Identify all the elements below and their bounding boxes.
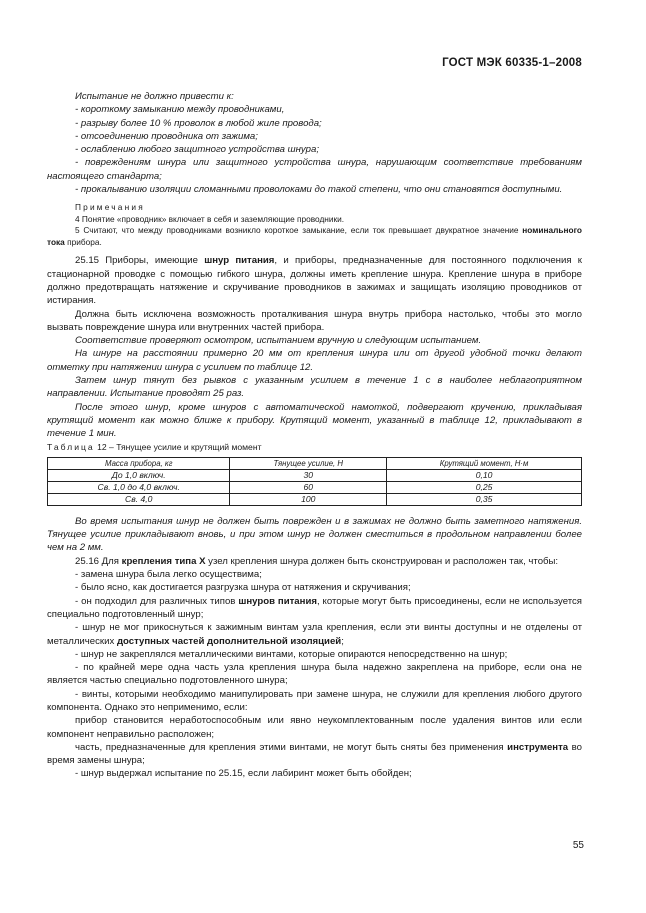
- intro-item: - короткому замыканию между проводниками,: [75, 104, 285, 116]
- notes-block: [47, 202, 582, 248]
- clause-25-15-p3: Соответствие проверяют осмотром, испытанием вручную и следующим испытанием.: [75, 335, 482, 347]
- table-12: [47, 457, 582, 506]
- list-item: - шнур выдержал испытание по 25.15, если лабиринт может быть обойден;: [75, 768, 412, 780]
- table-cell: 100: [230, 493, 387, 505]
- table-header-cell: Тянущее усилие, Н: [230, 457, 387, 469]
- clause-25-15-p6: После этого шнур, кроме шнуров с автоматической намоткой, подвергают кручению, прикладывая крутящий момент как можно ближе к прибору. Крутящий момент, указанный в таблице 12, прикладывают в течение 1 мин.: [47, 401, 582, 440]
- list-item: часть, предназначенные для крепления этими винтами, не могут быть сняты без применения инструмента во время замены шнура;: [47, 741, 582, 767]
- intro-item: - повреждениям шнура или защитного устройства шнура, нарушающим соответствие требованиям настоящего стандарта;: [47, 157, 582, 182]
- intro-item: - ослаблению любого защитного устройства шнура;: [75, 144, 320, 156]
- table-cell: 0,35: [387, 493, 582, 505]
- note-5: 5 Считают, что между проводниками возникло короткое замыкание, если ток превышает двукратное значение номинального тока прибора.: [47, 225, 582, 247]
- intro-item: - разрыву более 10 % проволок в любой жиле провода;: [75, 117, 322, 129]
- document-header: ГОСТ МЭК 60335-1–2008: [442, 57, 582, 69]
- list-item: - по крайней мере одна часть узла крепления шнура была надежно закреплена на приборе, если она не является частью специально подготовленного шнура;: [47, 662, 582, 687]
- intro-item: - прокалыванию изоляции сломанными проволоками до такой степени, что они становятся доступными.: [75, 184, 563, 196]
- table-cell: 0,25: [387, 481, 582, 493]
- table-row: [48, 493, 582, 505]
- after-table-paragraph: Во время испытания шнур не должен быть поврежден и в зажимах не должно быть заметного натяжения. Тянущее усилие прикладывают вновь, и при этом шнур не должен сместиться в продольном направлении более чем на 2 мм.: [47, 515, 582, 554]
- page-content: [47, 90, 582, 781]
- list-item: - замена шнура была легко осуществима;: [75, 569, 262, 581]
- clause-25-15-p2: Должна быть исключена возможность проталкивания шнура внутрь прибора настолько, чтобы это могло вызвать повреждение шнура или внутренних частей прибора.: [47, 308, 582, 333]
- table-cell: Св. 1,0 до 4,0 включ.: [48, 481, 230, 493]
- intro-item: - отсоединению проводника от зажима;: [75, 130, 258, 142]
- table-header-cell: Масса прибора, кг: [48, 457, 230, 469]
- table-cell: 30: [230, 469, 387, 481]
- table-header-cell: Крутящий момент, Н·м: [387, 457, 582, 469]
- clause-25-15-p4: На шнуре на расстоянии примерно 20 мм от крепления шнура или от другой удобной точки делают отметку при натяжении шнура с усилием по таблице 12.: [47, 348, 582, 373]
- table-cell: До 1,0 включ.: [48, 469, 230, 481]
- table-cell: 0,10: [387, 469, 582, 481]
- table-caption: Таблица 12 – Тянущее усилие и крутящий момент: [47, 441, 262, 452]
- table-cell: 60: [230, 481, 387, 493]
- table-cell: Св. 4,0: [48, 493, 230, 505]
- list-item: - шнур не мог прикоснуться к зажимным винтам узла крепления, если эти винты доступны и не отделены от металлических доступных частей дополнительной изоляцией;: [47, 622, 582, 647]
- notes-title: Примечания: [75, 202, 145, 213]
- list-item: прибор становится неработоспособным или явно неукомплектованным после удаления винтов или если компонент неправильно расположен;: [47, 715, 582, 740]
- table-header-row: [48, 457, 582, 469]
- clause-25-16: 25.16 Для крепления типа X узел крепления шнура должен быть сконструирован и расположен так, чтобы:: [75, 555, 559, 567]
- table-row: [48, 469, 582, 481]
- note-4: 4 Понятие «проводник» включает в себя и заземляющие проводники.: [75, 213, 345, 224]
- table-row: [48, 481, 582, 493]
- list-item: - шнур не закреплялся металлическими винтами, которые опираются непосредственно на шнур;: [75, 648, 508, 660]
- list-item: - было ясно, как достигается разгрузка шнура от натяжения и скручивания;: [75, 582, 411, 594]
- list-item: - он подходил для различных типов шнуров питания, которые могут быть присоединены, если не используется специально подготовленный шнур;: [47, 595, 582, 620]
- intro-lead: Испытание не должно привести к:: [75, 91, 234, 102]
- list-item: - винты, которыми необходимо манипулировать при замене шнура, не служили для крепления любого другого компонента. Однако это неприменимо, если:: [47, 688, 582, 713]
- clause-25-15: 25.15 Приборы, имеющие шнур питания, и приборы, предназначенные для постоянного подключения к стационарной проводке с помощью гибкого шнура, должны иметь крепление шнура. Крепление шнура в приборе должно предотвращать натяжение и скручивание проводников в зажимах и защищать изоляцию проводников от истирания.: [47, 255, 582, 307]
- page-number: 55: [572, 840, 584, 851]
- clause-25-15-p5: Затем шнур тянут без рывков с указанным усилием в течение 1 с в наиболее неблагоприятном направлении. Испытание проводят 25 раз.: [47, 375, 582, 400]
